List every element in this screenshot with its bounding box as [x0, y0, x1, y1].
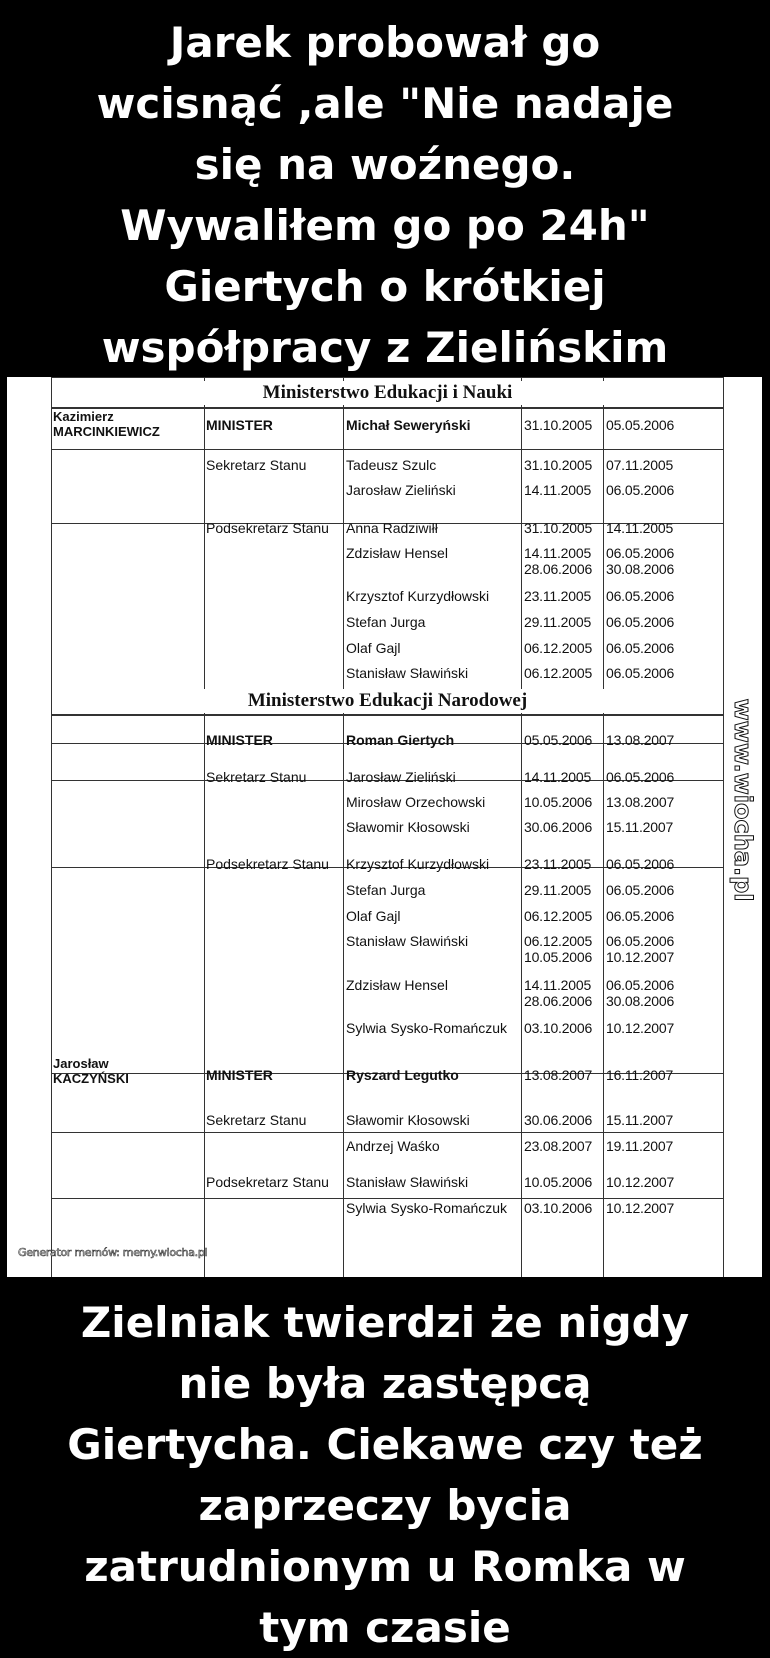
date-to: 06.05.2006 — [606, 665, 675, 681]
bottom-caption — [0, 1292, 770, 1658]
official-name: Stanisław Sławiński — [346, 1174, 469, 1190]
date-from: 30.06.2006 — [524, 1112, 593, 1128]
caption-line: Giertycha. Ciekawe czy też — [67, 1420, 703, 1469]
date-from: 10.05.2006 — [524, 794, 593, 810]
date-from: 06.12.2005 — [524, 933, 593, 949]
official-name: Jarosław Zieliński — [346, 769, 456, 785]
date-to: 13.08.2007 — [606, 794, 675, 810]
generator-watermark: Generator memów: memy.wiocha.pl — [18, 1246, 208, 1259]
date-from: 28.06.2006 — [524, 561, 593, 577]
prime-minister-last-name: MARCINKIEWICZ — [53, 424, 160, 439]
date-to: 10.12.2007 — [606, 1020, 675, 1036]
top-caption — [0, 12, 770, 378]
role-label: MINISTER — [206, 732, 273, 748]
date-from: 14.11.2005 — [524, 769, 592, 785]
official-name: Andrzej Waśko — [346, 1138, 440, 1154]
date-to: 14.11.2005 — [606, 520, 674, 536]
date-from: 06.12.2005 — [524, 665, 593, 681]
prime-minister-first-name: Kazimierz — [53, 409, 114, 424]
site-watermark-text: www.wiocha.pl — [729, 697, 757, 902]
date-to: 06.05.2006 — [606, 977, 675, 993]
prime-minister-first-name: Jarosław — [53, 1056, 109, 1071]
date-from: 13.08.2007 — [524, 1067, 593, 1083]
role-label: Sekretarz Stanu — [206, 1112, 307, 1128]
date-from: 14.11.2005 — [524, 482, 592, 498]
date-from: 29.11.2005 — [524, 614, 592, 630]
role-label: Sekretarz Stanu — [206, 457, 307, 473]
date-from: 14.11.2005 — [524, 977, 592, 993]
caption-line: wcisnąć ,ale "Nie nadaje — [96, 79, 674, 128]
date-to: 05.05.2006 — [606, 417, 675, 433]
date-to: 13.08.2007 — [606, 732, 675, 748]
official-name: Krzysztof Kurzydłowski — [346, 588, 490, 604]
date-from: 30.06.2006 — [524, 819, 593, 835]
date-from: 28.06.2006 — [524, 993, 593, 1009]
official-name: Zdzisław Hensel — [346, 545, 448, 561]
caption-line: zaprzeczy bycia — [198, 1481, 572, 1530]
date-to: 15.11.2007 — [606, 1112, 674, 1128]
date-from: 23.11.2005 — [524, 856, 592, 872]
caption-line: nie była zastępcą — [178, 1359, 592, 1408]
date-to: 06.05.2006 — [606, 933, 675, 949]
date-to: 15.11.2007 — [606, 819, 674, 835]
official-name: Zdzisław Hensel — [346, 977, 448, 993]
date-to: 06.05.2006 — [606, 856, 675, 872]
date-from: 05.05.2006 — [524, 732, 593, 748]
date-to: 06.05.2006 — [606, 482, 675, 498]
date-to: 19.11.2007 — [606, 1138, 674, 1154]
caption-line: się na woźnego. — [194, 140, 576, 189]
date-to: 16.11.2007 — [606, 1067, 674, 1083]
date-to: 30.08.2006 — [606, 993, 675, 1009]
official-name: Michał Seweryński — [346, 417, 471, 433]
date-to: 10.12.2007 — [606, 1200, 675, 1216]
official-name: Krzysztof Kurzydłowski — [346, 856, 490, 872]
role-label: Podsekretarz Stanu — [206, 1174, 329, 1190]
official-name: Roman Giertych — [346, 732, 455, 748]
date-from: 14.11.2005 — [524, 545, 592, 561]
official-name: Olaf Gajl — [346, 640, 401, 656]
date-from: 23.11.2005 — [524, 588, 592, 604]
date-to: 06.05.2006 — [606, 588, 675, 604]
caption-line: Jarek probował go — [169, 18, 601, 67]
caption-line: Giertych o krótkiej — [164, 262, 606, 311]
site-watermark — [725, 697, 761, 902]
date-to: 07.11.2005 — [606, 457, 674, 473]
official-name: Tadeusz Szulc — [346, 457, 437, 473]
official-name: Sylwia Sysko-Romańczuk — [346, 1200, 508, 1216]
date-to: 30.08.2006 — [606, 561, 675, 577]
official-name: Stefan Jurga — [346, 882, 426, 898]
ministry-title: Ministerstwo Edukacji i Nauki — [52, 381, 723, 405]
date-from: 31.10.2005 — [524, 457, 593, 473]
official-name: Mirosław Orzechowski — [346, 794, 486, 810]
date-to: 10.12.2007 — [606, 949, 675, 965]
caption-line: Wywaliłem go po 24h" — [120, 201, 650, 250]
date-from: 10.05.2006 — [524, 949, 593, 965]
role-label: MINISTER — [206, 1067, 273, 1083]
date-to: 06.05.2006 — [606, 545, 675, 561]
official-name: Jarosław Zieliński — [346, 482, 456, 498]
caption-line: zatrudnionym u Romka w — [84, 1542, 686, 1591]
official-name: Sławomir Kłosowski — [346, 819, 470, 835]
date-from: 06.12.2005 — [524, 908, 593, 924]
role-label: MINISTER — [206, 417, 273, 433]
official-name: Ryszard Legutko — [346, 1067, 459, 1083]
role-label: Podsekretarz Stanu — [206, 856, 329, 872]
date-to: 06.05.2006 — [606, 882, 675, 898]
date-to: 06.05.2006 — [606, 769, 675, 785]
date-from: 29.11.2005 — [524, 882, 592, 898]
official-name: Sylwia Sysko-Romańczuk — [346, 1020, 508, 1036]
date-from: 31.10.2005 — [524, 417, 593, 433]
date-to: 06.05.2006 — [606, 640, 675, 656]
caption-line: tym czasie — [259, 1603, 511, 1652]
date-from: 03.10.2006 — [524, 1020, 593, 1036]
date-from: 10.05.2006 — [524, 1174, 593, 1190]
official-name: Stanisław Sławiński — [346, 665, 469, 681]
role-label: Sekretarz Stanu — [206, 769, 307, 785]
role-label: Podsekretarz Stanu — [206, 520, 329, 536]
caption-line: Zielniak twierdzi że nigdy — [80, 1298, 690, 1347]
official-name: Stanisław Sławiński — [346, 933, 469, 949]
ministers-table — [51, 377, 724, 1277]
document-image — [7, 377, 762, 1277]
date-to: 06.05.2006 — [606, 908, 675, 924]
date-from: 23.08.2007 — [524, 1138, 593, 1154]
official-name: Sławomir Kłosowski — [346, 1112, 470, 1128]
date-to: 10.12.2007 — [606, 1174, 675, 1190]
date-from: 03.10.2006 — [524, 1200, 593, 1216]
caption-line: współpracy z Zielińskim — [101, 323, 669, 372]
official-name: Anna Radziwiłł — [346, 520, 438, 536]
ministry-title: Ministerstwo Edukacji Narodowej — [52, 689, 723, 713]
prime-minister-last-name: KACZYŃSKI — [53, 1071, 129, 1086]
official-name: Olaf Gajl — [346, 908, 401, 924]
date-to: 06.05.2006 — [606, 614, 675, 630]
official-name: Stefan Jurga — [346, 614, 426, 630]
date-from: 31.10.2005 — [524, 520, 593, 536]
date-from: 06.12.2005 — [524, 640, 593, 656]
